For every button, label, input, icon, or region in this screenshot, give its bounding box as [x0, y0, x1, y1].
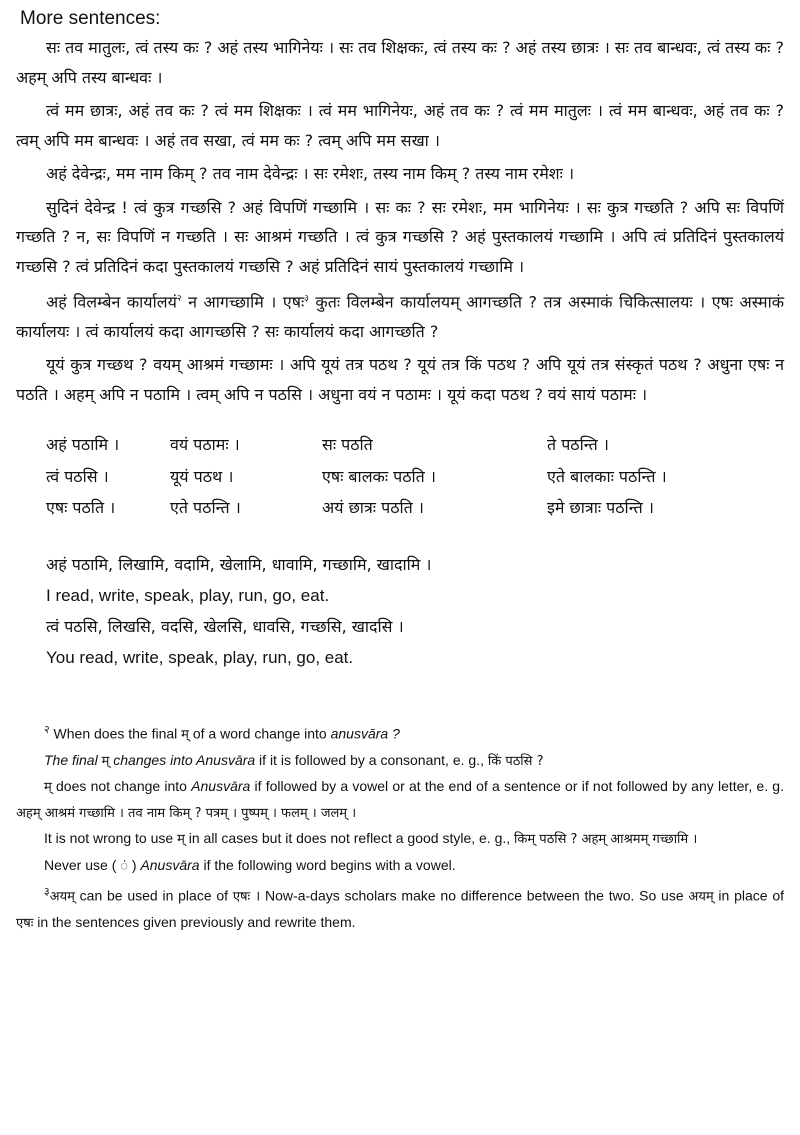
conjugation-block: [46, 549, 784, 673]
footnote-2-question: $^२$ When does the final म् of a word change into anusvāra ?: [44, 722, 400, 743]
paragraph-market: सुदिनं देवेन्द्र ! त्वं कुत्र गच्छसि ? अहं विपणिं गच्छामि । सः कः ? सः रमेशः, मम भागिनेयः । सः कुत्र गच्छति ? अपि सः विपणिं गच्छति ? न, सः विपणिं न गच्छति । सः आश्रमं गच्छति । त्वं कुत्र गच्छसि ? अहं पुस्तकालयं गच्छामि । अपि त्वं प्रतिदिनं पुस्तकालयं गच्छसि ? त्वं प्रतिदिनं कदा पुस्तकालयं गच्छसि ? अहं प्रतिदिनं सायं पुस्तकालयं गच्छामि ।: [16, 197, 784, 276]
paragraph-ashram: यूयं कुत्र गच्छथ ? वयम् आश्रमं गच्छामः । अपि यूयं तत्र पठथ ? यूयं तत्र किं पठथ ? अपि यूयं तत्र संस्कृतं पठथ ? अधुना एषः न पठति । अहम् अपि न पठामि । त्वम् अपि न पठसि । अधुना वयं न पठामः । यूयं कदा पठथ ? वयं सायं पठामः ।: [16, 355, 784, 404]
table-cell: सः पठति: [322, 435, 373, 455]
footnote-2-style-rule: It is not wrong to use म् in all cases but it does not reflect a good style, e. g., किम् पठसि ? अहम् आश्रमम् गच्छामि ।: [44, 830, 698, 848]
page-heading: More sentences:: [20, 8, 161, 29]
table-cell: एते बालकाः पठन्ति ।: [547, 466, 667, 486]
footnote-ref-3: ३: [304, 294, 309, 304]
table-cell: ते पठन्ति ।: [547, 435, 609, 455]
paragraph-teacher-student: त्वं मम छात्रः, अहं तव कः ? त्वं मम शिक्षकः । त्वं मम भागिनेयः, अहं तव कः ? त्वं मम मातुलः । त्वं मम बान्धवः, अहं तव कः ? त्वम् अपि मम बान्धवः । अहं तव सखा, त्वं मम कः ? त्वम् अपि मम सखा ।: [16, 101, 784, 150]
table-cell: त्वं पठसि ।: [46, 466, 109, 486]
table-cell: अयं छात्रः पठति ।: [322, 498, 424, 518]
footnotes: [16, 717, 784, 937]
table-cell: इमे छात्राः पठन्ति ।: [547, 498, 654, 518]
table-cell: एषः बालकः पठति ।: [322, 466, 436, 486]
paragraph-office: अहं विलम्बेन कार्यालयं$^२$ न आगच्छामि । एषः$^३$ कुतः विलम्बेन कार्यालयम् आगच्छति ? तत्र अस्माकं चिकित्सालयः । एषः अस्माकं कार्यालयः । त्वं कार्यालयं कदा आगच्छसि ? सः कार्यालयं कदा आगच्छति ?: [16, 292, 785, 341]
table-cell: वयं पठामः ।: [170, 435, 240, 455]
footnote-3: $^३$अयम् can be used in place of एषः । Now-a-days scholars make no difference between the two. So use अयम् in place of एषः in the sentences given previously and rewrite them.: [16, 885, 784, 931]
translation-second-person: You read, write, speak, play, run, go, eat.: [46, 647, 354, 667]
paragraph-relations: सः तव मातुलः, त्वं तस्य कः ? अहं तस्य भागिनेयः । सः तव शिक्षकः, त्वं तस्य कः ? अहं तस्य छात्रः । सः तव बान्धवः, त्वं तस्य कः ? अहम् अपि तस्य बान्धवः ।: [16, 38, 784, 87]
conjugation-first-person: अहं पठामि, लिखामि, वदामि, खेलामि, धावामि, गच्छामि, खादामि ।: [46, 554, 432, 574]
pronoun-verb-table: [46, 429, 784, 524]
conjugation-second-person: त्वं पठसि, लिखसि, वदसि, खेलसि, धावसि, गच्छसि, खादसि ।: [46, 616, 404, 636]
footnote-ref-2: २: [176, 294, 182, 304]
table-cell: एते पठन्ति ।: [170, 498, 241, 518]
table-cell: अहं पठामि ।: [46, 435, 120, 455]
footnote-2-answer: The final म् changes into Anusvāra if it is followed by a consonant, e. g., किं पठसि ?: [44, 751, 544, 769]
footnote-2-never-rule: Never use ( ं ) Anusvāra if the following word begins with a vowel.: [44, 856, 456, 874]
paragraph-names: अहं देवेन्द्रः, मम नाम किम् ? तव नाम देवेन्द्रः । सः रमेशः, तस्य नाम किम् ? तस्य नाम रमेशः ।: [46, 164, 575, 183]
table-cell: यूयं पठथ ।: [170, 466, 234, 486]
table-cell: एषः पठति ।: [46, 498, 116, 518]
translation-first-person: I read, write, speak, play, run, go, eat.: [46, 585, 330, 605]
footnote-2-vowel-rule: म् does not change into Anusvāra if followed by a vowel or at the end of a sentence or if not followed by any letter, e. g. अहम् आश्रमं गच्छामि । तव नाम किम् ? पत्रम् । पुष्पम् । फलम् । जलम् ।: [16, 778, 784, 821]
